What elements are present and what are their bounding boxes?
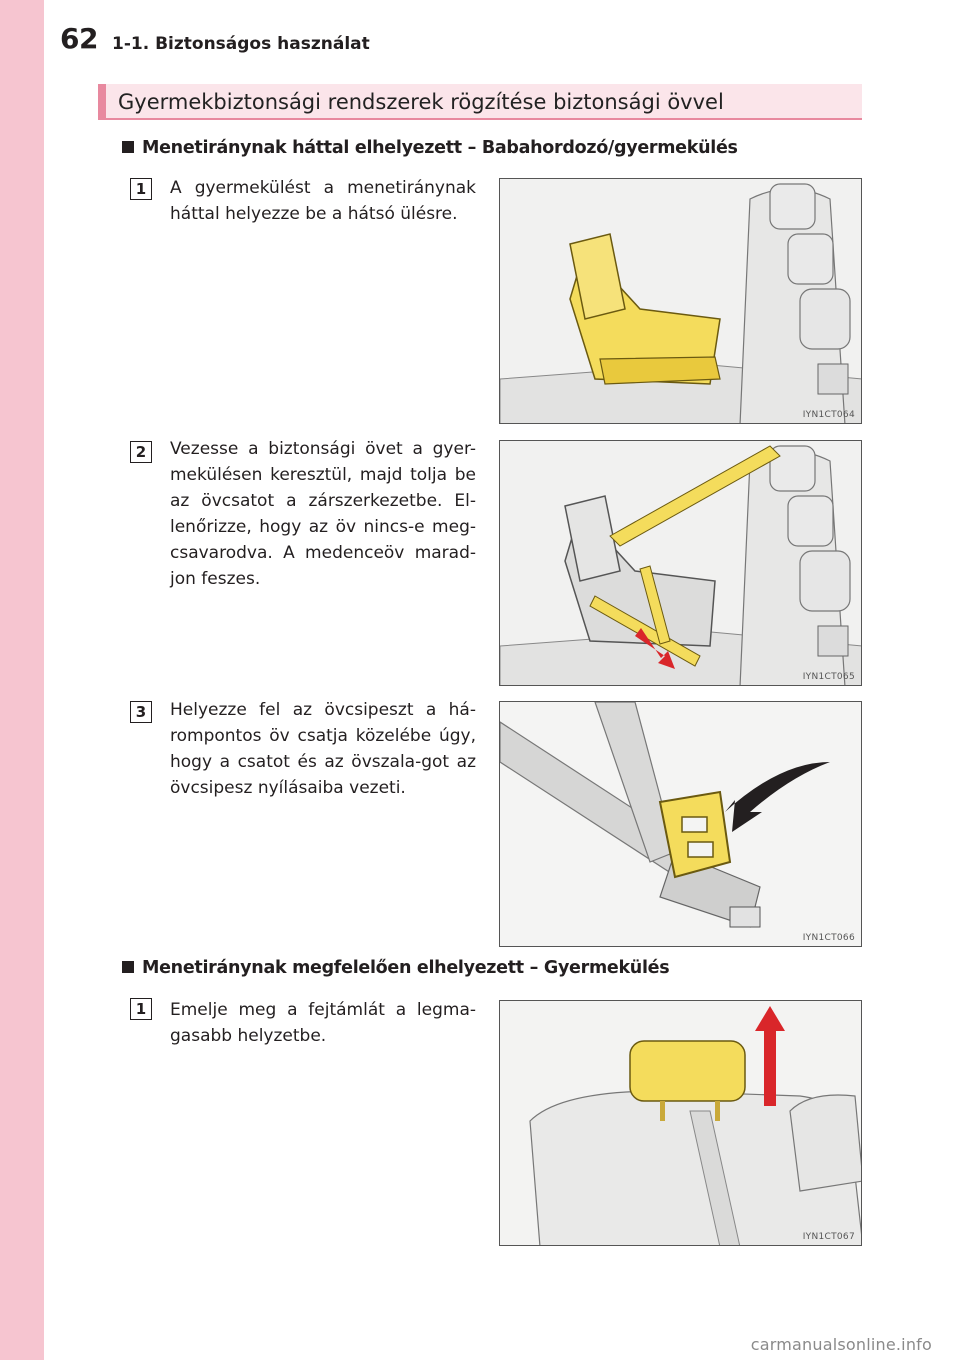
section-title: Gyermekbiztonsági rendszerek rögzítése biztonsági övvel (118, 90, 724, 114)
figure-id: IYN1CT064 (802, 410, 855, 420)
step-text: Vezesse a biztonsági övet a gyer-mekülésen keresztül, majd tolja be az övcsatot a zárszerkezetbe. El-lenőrizze, hogy az öv nincs-e meg-csavarodva. A medenceöv marad-jon feszes. (170, 439, 476, 589)
bullet-square-icon (122, 961, 134, 973)
step-number: 1 (130, 178, 152, 200)
figure-id: IYN1CT065 (802, 672, 855, 682)
page-number: 62 (60, 22, 98, 55)
figure-id: IYN1CT066 (802, 933, 855, 943)
step-number: 2 (130, 441, 152, 463)
forward-facing-heading (122, 958, 669, 978)
figure-locking-clip (499, 701, 862, 947)
watermark: carmanualsonline.info (750, 1335, 932, 1354)
step-text: A gyermekülést a menetiránynak háttal helyezze be a hátsó ülésre. (170, 178, 476, 224)
bullet-square-icon (122, 141, 134, 153)
figure-raise-headrest (499, 1000, 862, 1246)
rear-facing-heading-text: Menetiránynak háttal elhelyezett – Babahordozó/gyermekülés (142, 138, 738, 158)
step-number: 3 (130, 701, 152, 723)
step-text: Emelje meg a fejtámlát a legma-gasabb helyzetbe. (170, 1000, 476, 1046)
rear-facing-heading (122, 138, 738, 158)
section-header (98, 84, 862, 120)
figure-rear-facing-seat-placement (499, 178, 862, 424)
figure-rear-facing-belt-routing (499, 440, 862, 686)
chapter-title: 1-1. Biztonságos használat (112, 34, 370, 54)
forward-facing-heading-text: Menetiránynak megfelelően elhelyezett – Gyermekülés (142, 958, 670, 978)
figure-id: IYN1CT067 (802, 1232, 855, 1242)
side-color-band (0, 0, 44, 1360)
step-text: Helyezze fel az övcsipeszt a há-rompontos öv csatja közelébe úgy, hogy a csatot és az övszala-got az övcsipesz nyílásaiba vezeti. (170, 700, 476, 798)
step-number: 1 (130, 998, 152, 1020)
